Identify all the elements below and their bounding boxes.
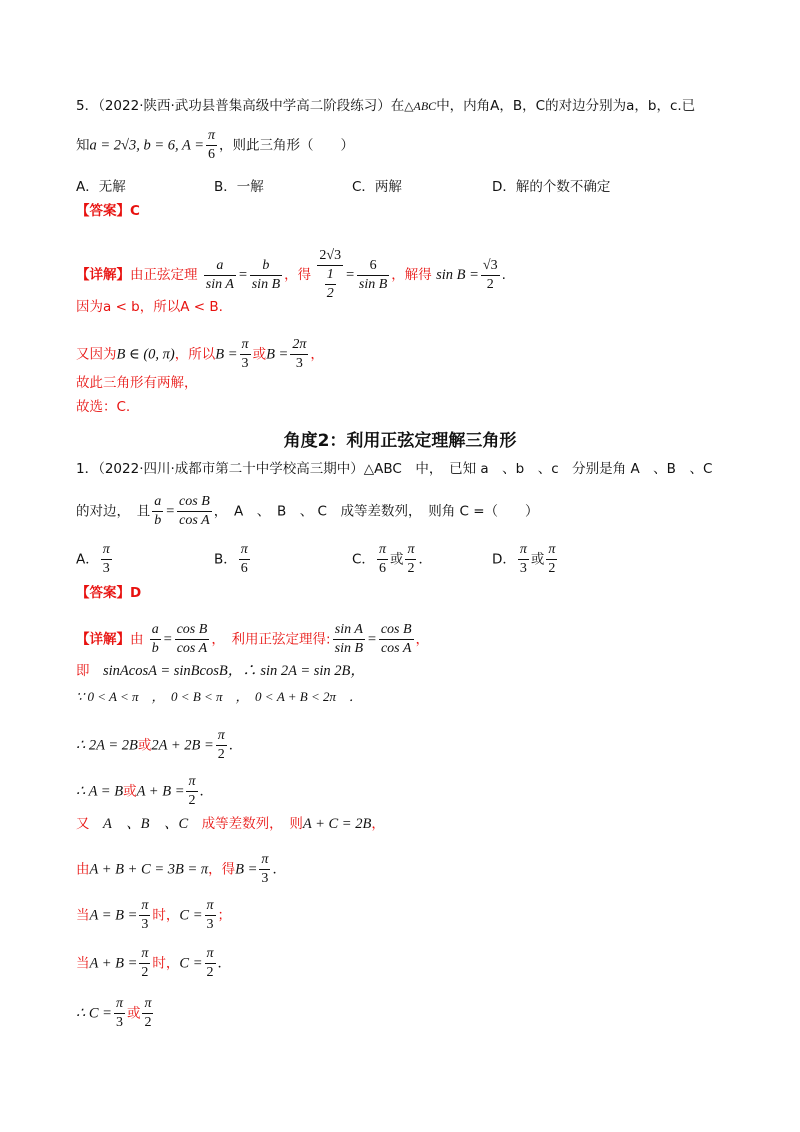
q5-option-b: B．一解 [214, 179, 264, 195]
q5-stem-line2: 知a = 2√3, b = 6, A = $\frac{\pi}{6}$ ，则此三角形（ ） [76, 128, 355, 162]
q5-detail-line2: 因为a < b，所以A < B. [76, 299, 223, 315]
q1-detail-line10: ∴ C = $\frac{\pi}{3}$ 或 $\frac{\pi}{2}$ [76, 996, 152, 1030]
q5-answer: 【答案】C [76, 203, 140, 219]
q1-option-d: D． $\frac{\pi}{3}$ 或 $\frac{\pi}{2}$ [492, 542, 556, 576]
q1-detail-line2: 即 sinAcosA = sinBcosB，∴ sin 2A = sin 2B， [76, 663, 365, 679]
q5-detail-line1: 【详解】由正弦定理 $\frac{a}{\text{sin A}}$ = $\frac{b}{\text{sin B}}$ ，得 $\frac{2√3}{\frac{1}{2}}$ = $\frac{6}{\text{sin B}}$ ，解得 sin B = $\frac{√3}{2}$ . [76, 248, 506, 301]
q1-detail-line9: 当A + B = $\frac{\pi}{2}$ 时，C = $\frac{\pi}{2}$ ． [76, 946, 232, 980]
q1-detail-line6: 又 A 、B 、C 成等差数列， 则A + C = 2B， [76, 816, 385, 832]
q5-detail-line5: 故选：C. [76, 399, 131, 415]
q1-stem-line1: 1．（2022·四川·成都市第二十中学校高三期中）△ABC 中， 已知 a 、b 、c 分别是角 A 、B 、C [76, 461, 713, 477]
q1-detail-line1: 【详解】由 $\frac{a}{b}$ = $\frac{\text{cos B}}{\text{cos A}}$ ， 利用正弦定理得: $\frac{\text{sin A}}{\text{sin B}}$ = $\frac{\text{cos B}}{\text{cos A}}$ ， [76, 622, 430, 656]
q1-option-c: C． $\frac{\pi}{6}$ 或 $\frac{\pi}{2}$ ． [352, 542, 432, 576]
q1-detail-line4: ∴ 2A = 2B或2A + 2B = $\frac{\pi}{2}$ ． [76, 728, 243, 762]
q1-detail-line5: ∴ A = B或A + B = $\frac{\pi}{2}$ ． [76, 774, 213, 808]
section-title: 角度2：利用正弦定理解三角形 [283, 431, 517, 451]
q5-option-a: A．无解 [76, 179, 126, 195]
q5-option-c: C．两解 [352, 179, 402, 195]
q5-stem-line1: 5．（2022·陕西·武功县普集高级中学高二阶段练习）在△ABC中，内角A，B，C的对边分别为a，b，c.已 [76, 98, 696, 114]
q5-option-d: D．解的个数不确定 [492, 179, 611, 195]
q5-detail-line4: 故此三角形有两解， [76, 375, 198, 391]
q1-option-b: B． $\frac{\pi}{6}$ [214, 542, 248, 576]
q5-detail-line3: 又因为B ∈ (0, π)，所以B = $\frac{\pi}{3}$ 或B = $\frac{2\pi}{3}$ ， [76, 337, 324, 371]
q1-detail-line8: 当A = B = $\frac{\pi}{3}$ 时，C = $\frac{\pi}{3}$ ； [76, 898, 232, 932]
q1-option-a: A． $\frac{\pi}{3}$ [76, 542, 110, 576]
q1-stem-line2: 的对边， 且 $\frac{a}{b}$ = $\frac{\text{cos B}}{\text{cos A}}$ ， A 、 B 、 C 成等差数列， 则角 C =（ ） [76, 494, 539, 528]
q1-answer: 【答案】D [76, 585, 142, 601]
q1-detail-line7: 由A + B + C = 3B = π，得B = $\frac{\pi}{3}$ ． [76, 852, 286, 886]
q1-detail-line3: ∵ 0 < A < π ， 0 < B < π ， 0 < A + B < 2π ． [76, 689, 363, 704]
